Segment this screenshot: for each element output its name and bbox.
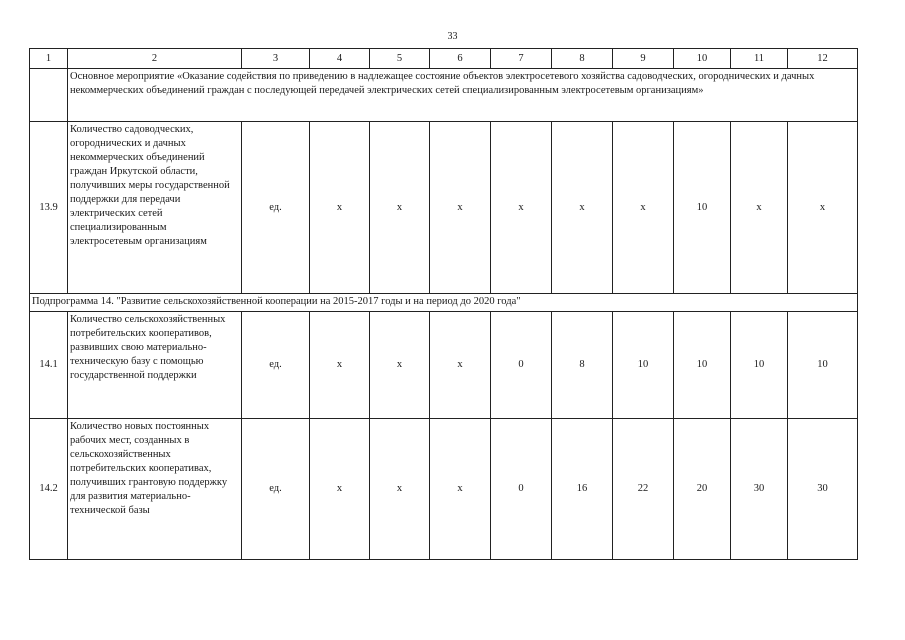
unit-cell: ед.	[242, 312, 310, 419]
empty-cell	[30, 69, 68, 122]
value-cell: 0	[491, 312, 552, 419]
value-cell: x	[310, 419, 370, 560]
value-cell: 10	[613, 312, 674, 419]
value-cell: 10	[674, 122, 731, 294]
value-cell: x	[552, 122, 613, 294]
column-header: 9	[613, 49, 674, 69]
column-header: 1	[30, 49, 68, 69]
value-cell: 8	[552, 312, 613, 419]
column-header: 4	[310, 49, 370, 69]
value-cell: x	[370, 419, 430, 560]
section-row-subprogram	[30, 294, 858, 312]
column-header: 5	[370, 49, 430, 69]
row-number: 14.1	[30, 312, 68, 419]
indicator-name: Количество новых постоянных рабочих мест, созданных в сельскохозяйственных потребительских кооперативах, получивших грантовую поддержку для развития материально-технической базы	[68, 419, 242, 560]
value-cell: 16	[552, 419, 613, 560]
value-cell: x	[370, 312, 430, 419]
section-title: Основное мероприятие «Оказание содействия по приведению в надлежащее состояние объектов электросетевого хозяйства садоводческих, огороднических и дачных некоммерческих объединений граждан с последующей передачей электрических сетей специализированным электросетевым организациям»	[68, 69, 858, 122]
table-row	[30, 122, 858, 294]
indicators-table	[29, 48, 858, 560]
row-number: 14.2	[30, 419, 68, 560]
indicator-name: Количество садоводческих, огороднических и дачных некоммерческих объединений граждан Иркутской области, получивших меры государственной поддержки для передачи электрических сетей специализированным электросетевым организациям	[68, 122, 242, 294]
value-cell: 30	[788, 419, 858, 560]
value-cell: x	[310, 312, 370, 419]
value-cell: x	[731, 122, 788, 294]
value-cell: x	[788, 122, 858, 294]
column-header: 10	[674, 49, 731, 69]
section-title: Подпрограмма 14. "Развитие сельскохозяйственной кооперации на 2015-2017 годы и на период до 2020 года"	[30, 294, 858, 312]
value-cell: x	[430, 419, 491, 560]
value-cell: x	[310, 122, 370, 294]
value-cell: 10	[788, 312, 858, 419]
value-cell: 30	[731, 419, 788, 560]
value-cell: x	[370, 122, 430, 294]
unit-cell: ед.	[242, 419, 310, 560]
value-cell: x	[430, 312, 491, 419]
value-cell: 10	[731, 312, 788, 419]
table-row	[30, 419, 858, 560]
row-number: 13.9	[30, 122, 68, 294]
section-row-main-event	[30, 69, 858, 122]
value-cell: x	[430, 122, 491, 294]
column-header: 2	[68, 49, 242, 69]
unit-cell: ед.	[242, 122, 310, 294]
indicator-name: Количество сельскохозяйственных потребительских кооперативов, развивших свою материально-техническую базу с помощью государственной поддержки	[68, 312, 242, 419]
table-header-row	[30, 49, 858, 69]
column-header: 8	[552, 49, 613, 69]
value-cell: 22	[613, 419, 674, 560]
page-number: 33	[447, 31, 458, 42]
table-row	[30, 312, 858, 419]
value-cell: 0	[491, 419, 552, 560]
value-cell: 10	[674, 312, 731, 419]
column-header: 12	[788, 49, 858, 69]
value-cell: x	[613, 122, 674, 294]
column-header: 7	[491, 49, 552, 69]
column-header: 6	[430, 49, 491, 69]
value-cell: 20	[674, 419, 731, 560]
column-header: 11	[731, 49, 788, 69]
column-header: 3	[242, 49, 310, 69]
value-cell: x	[491, 122, 552, 294]
